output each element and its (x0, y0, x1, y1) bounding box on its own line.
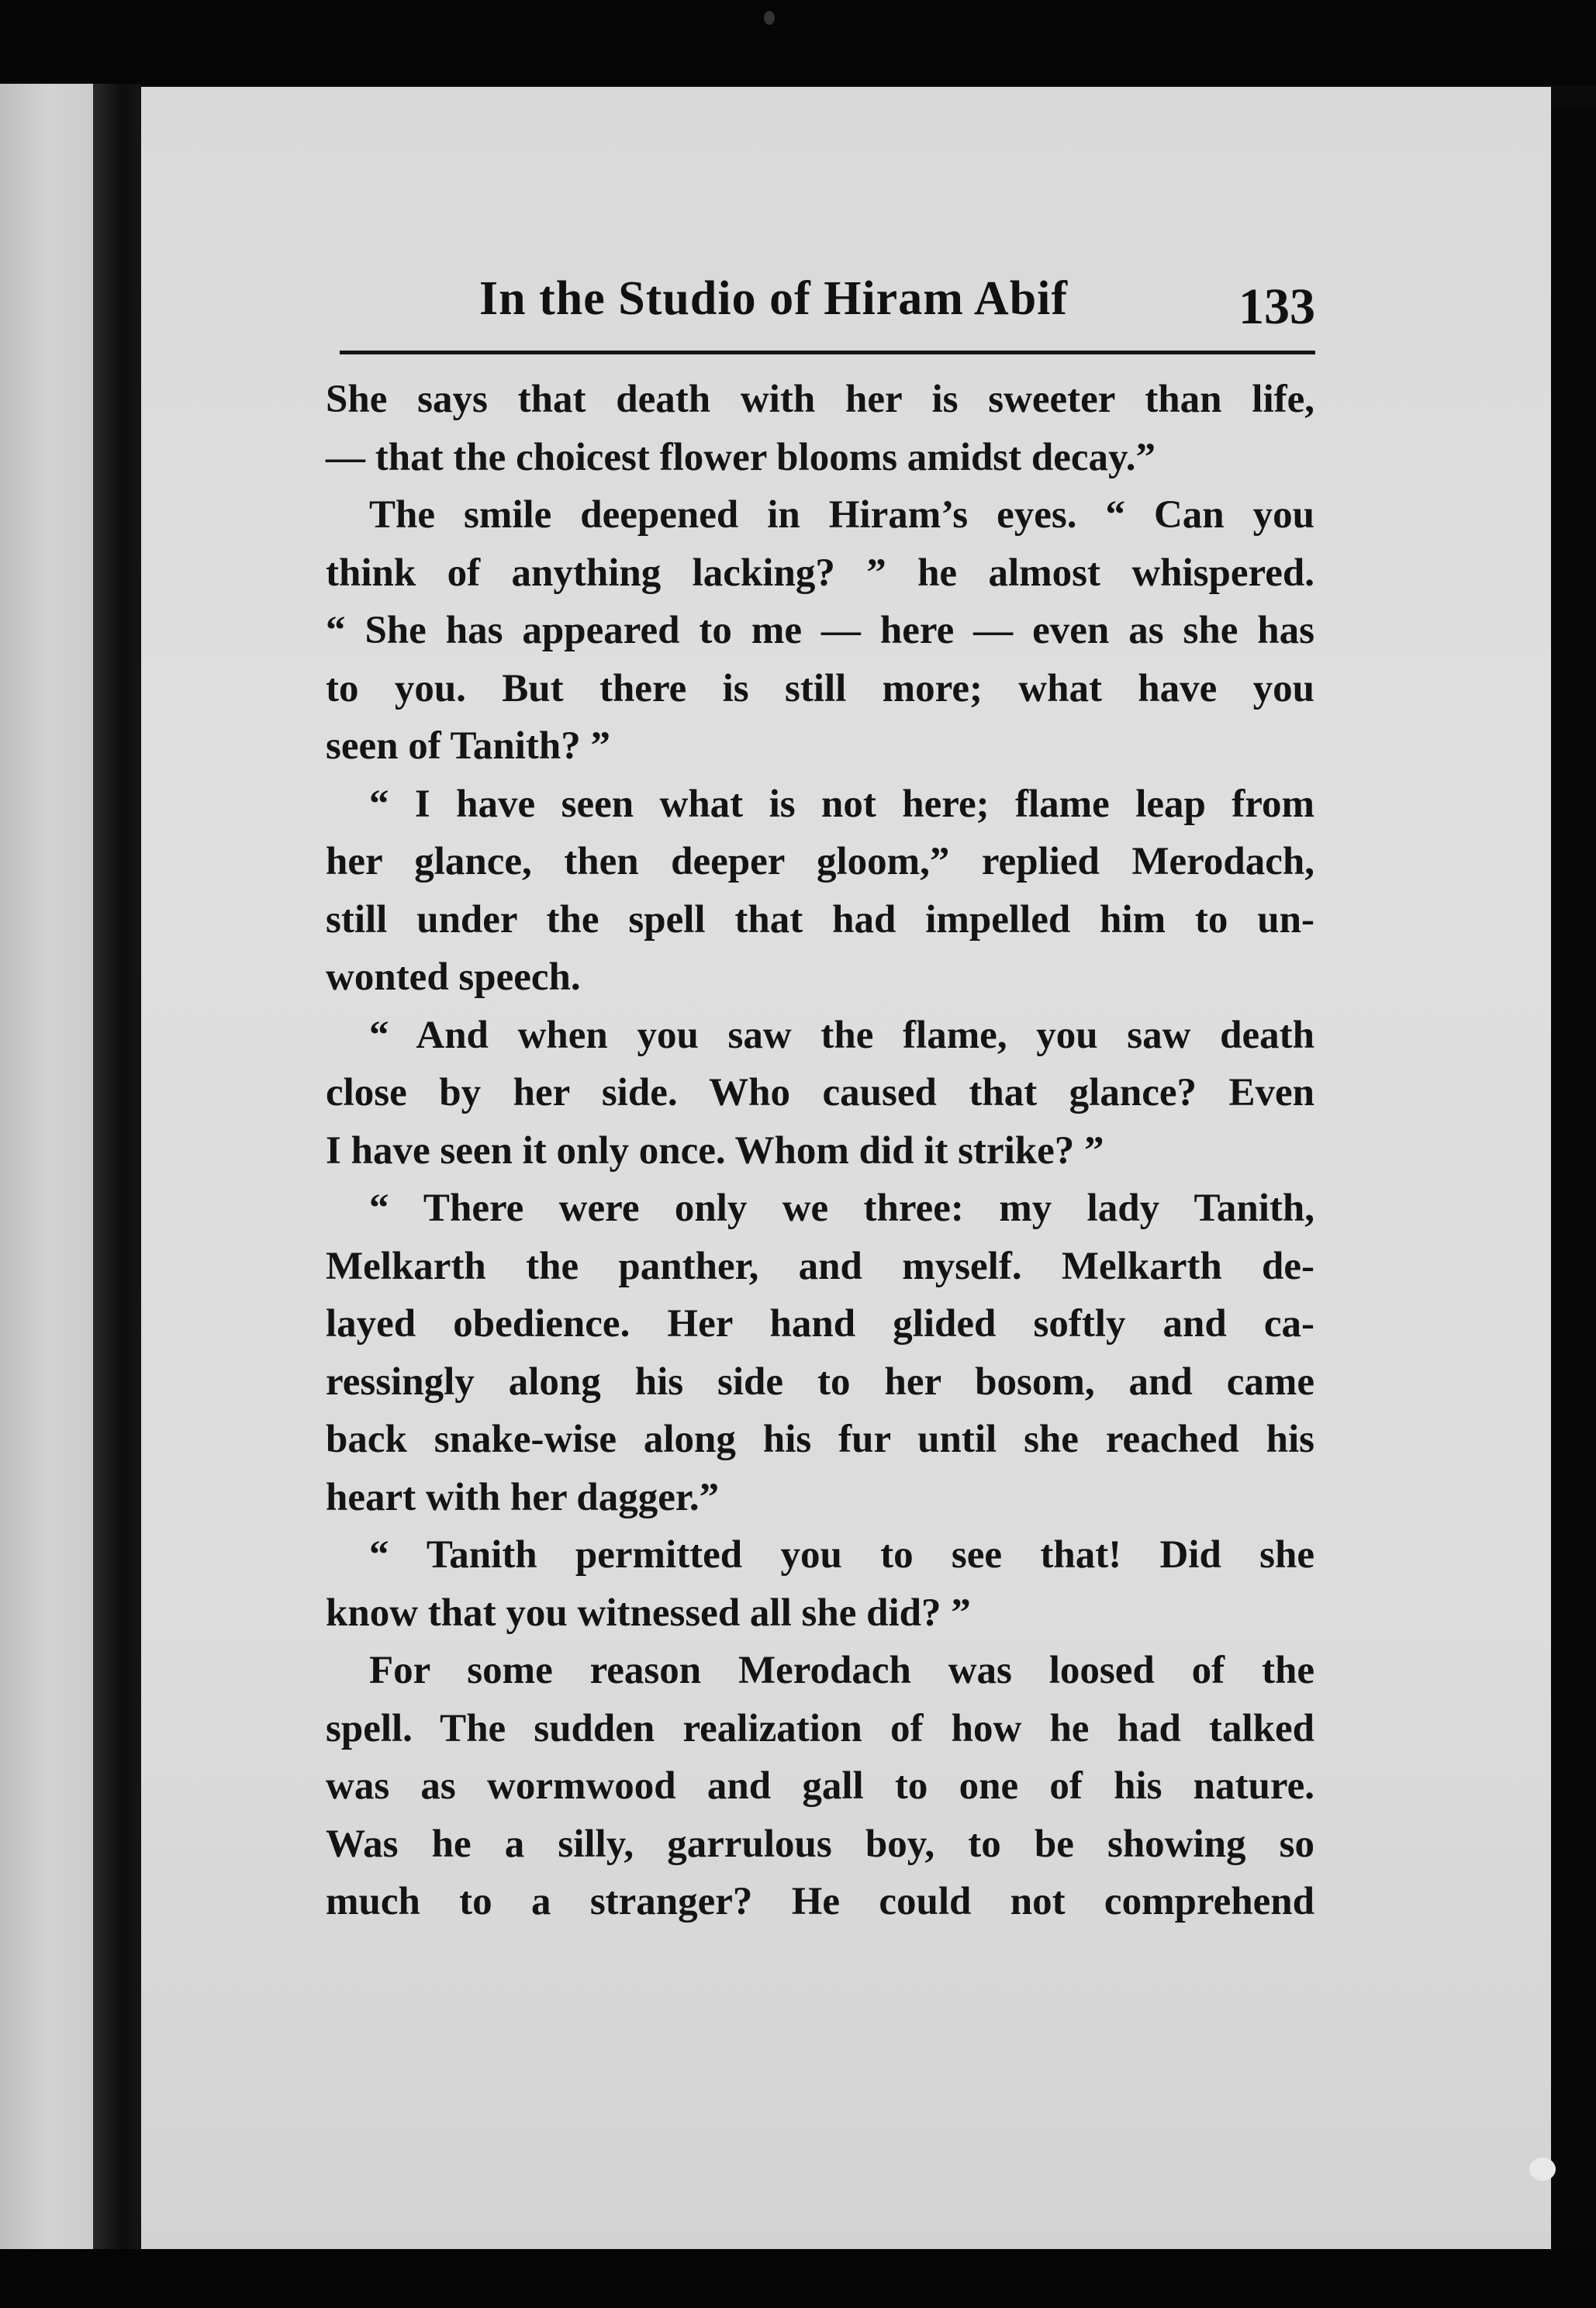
text-line: I have seen it only once. Whom did it strike? ” (326, 1128, 1104, 1173)
text-line: close by her side. Who caused that glance? Even (326, 1071, 1314, 1114)
text-line: back snake-wise along his fur until she reached his (326, 1418, 1314, 1461)
text-line: heart with her dagger.” (326, 1475, 720, 1519)
text-line: The smile deepened in Hiram’s eyes. “ Can you (369, 493, 1314, 537)
film-border-right (1543, 109, 1596, 2257)
text-line: Melkarth the panther, and myself. Melkarth de- (326, 1244, 1314, 1288)
text-line: She says that death with her is sweeter than life, (326, 378, 1314, 421)
text-line: think of anything lacking? ” he almost whispered. (326, 551, 1314, 595)
text-line: “ And when you saw the flame, you saw death (369, 1013, 1314, 1057)
text-line: still under the spell that had impelled him to un- (326, 897, 1314, 942)
text-line: “ I have seen what is not here; flame leap from (369, 782, 1314, 826)
film-speck (764, 11, 775, 25)
text-line: “ She has appeared to me — here — even as she has (326, 609, 1314, 652)
text-line: wonted speech. (326, 955, 581, 999)
text-line: much to a stranger? He could not comprehend (326, 1880, 1314, 1923)
text-line: layed obedience. Her hand glided softly and ca- (326, 1302, 1314, 1346)
page-number: 133 (1238, 278, 1315, 335)
running-head-title: In the Studio of Hiram Abif (479, 272, 1069, 325)
text-line: For some reason Merodach was loosed of the (369, 1649, 1314, 1692)
text-line: her glance, then deeper gloom,” replied Merodach, (326, 840, 1314, 883)
film-speck (1529, 2158, 1556, 2181)
text-line: “ There were only we three: my lady Tanith, (369, 1187, 1314, 1230)
running-head (340, 271, 1315, 361)
body-text (326, 371, 1314, 1931)
text-line: — that the choicest flower blooms amidst decay.” (326, 435, 1156, 479)
text-line: know that you witnessed all she did? ” (326, 1591, 971, 1635)
page-gutter (93, 84, 141, 2255)
film-border-top (0, 0, 1596, 85)
text-line: ressingly along his side to her bosom, and came (326, 1360, 1314, 1404)
text-line: “ Tanith permitted you to see that! Did she (369, 1533, 1314, 1577)
film-border-bottom (0, 2249, 1596, 2308)
text-line: Was he a silly, garrulous boy, to be showing so (326, 1822, 1314, 1866)
text-line: seen of Tanith? ” (326, 724, 611, 768)
text-line: spell. The sudden realization of how he had talked (326, 1706, 1314, 1750)
text-line: to you. But there is still more; what have you (326, 666, 1314, 710)
text-line: was as wormwood and gall to one of his nature. (326, 1764, 1314, 1808)
header-rule (340, 351, 1315, 354)
